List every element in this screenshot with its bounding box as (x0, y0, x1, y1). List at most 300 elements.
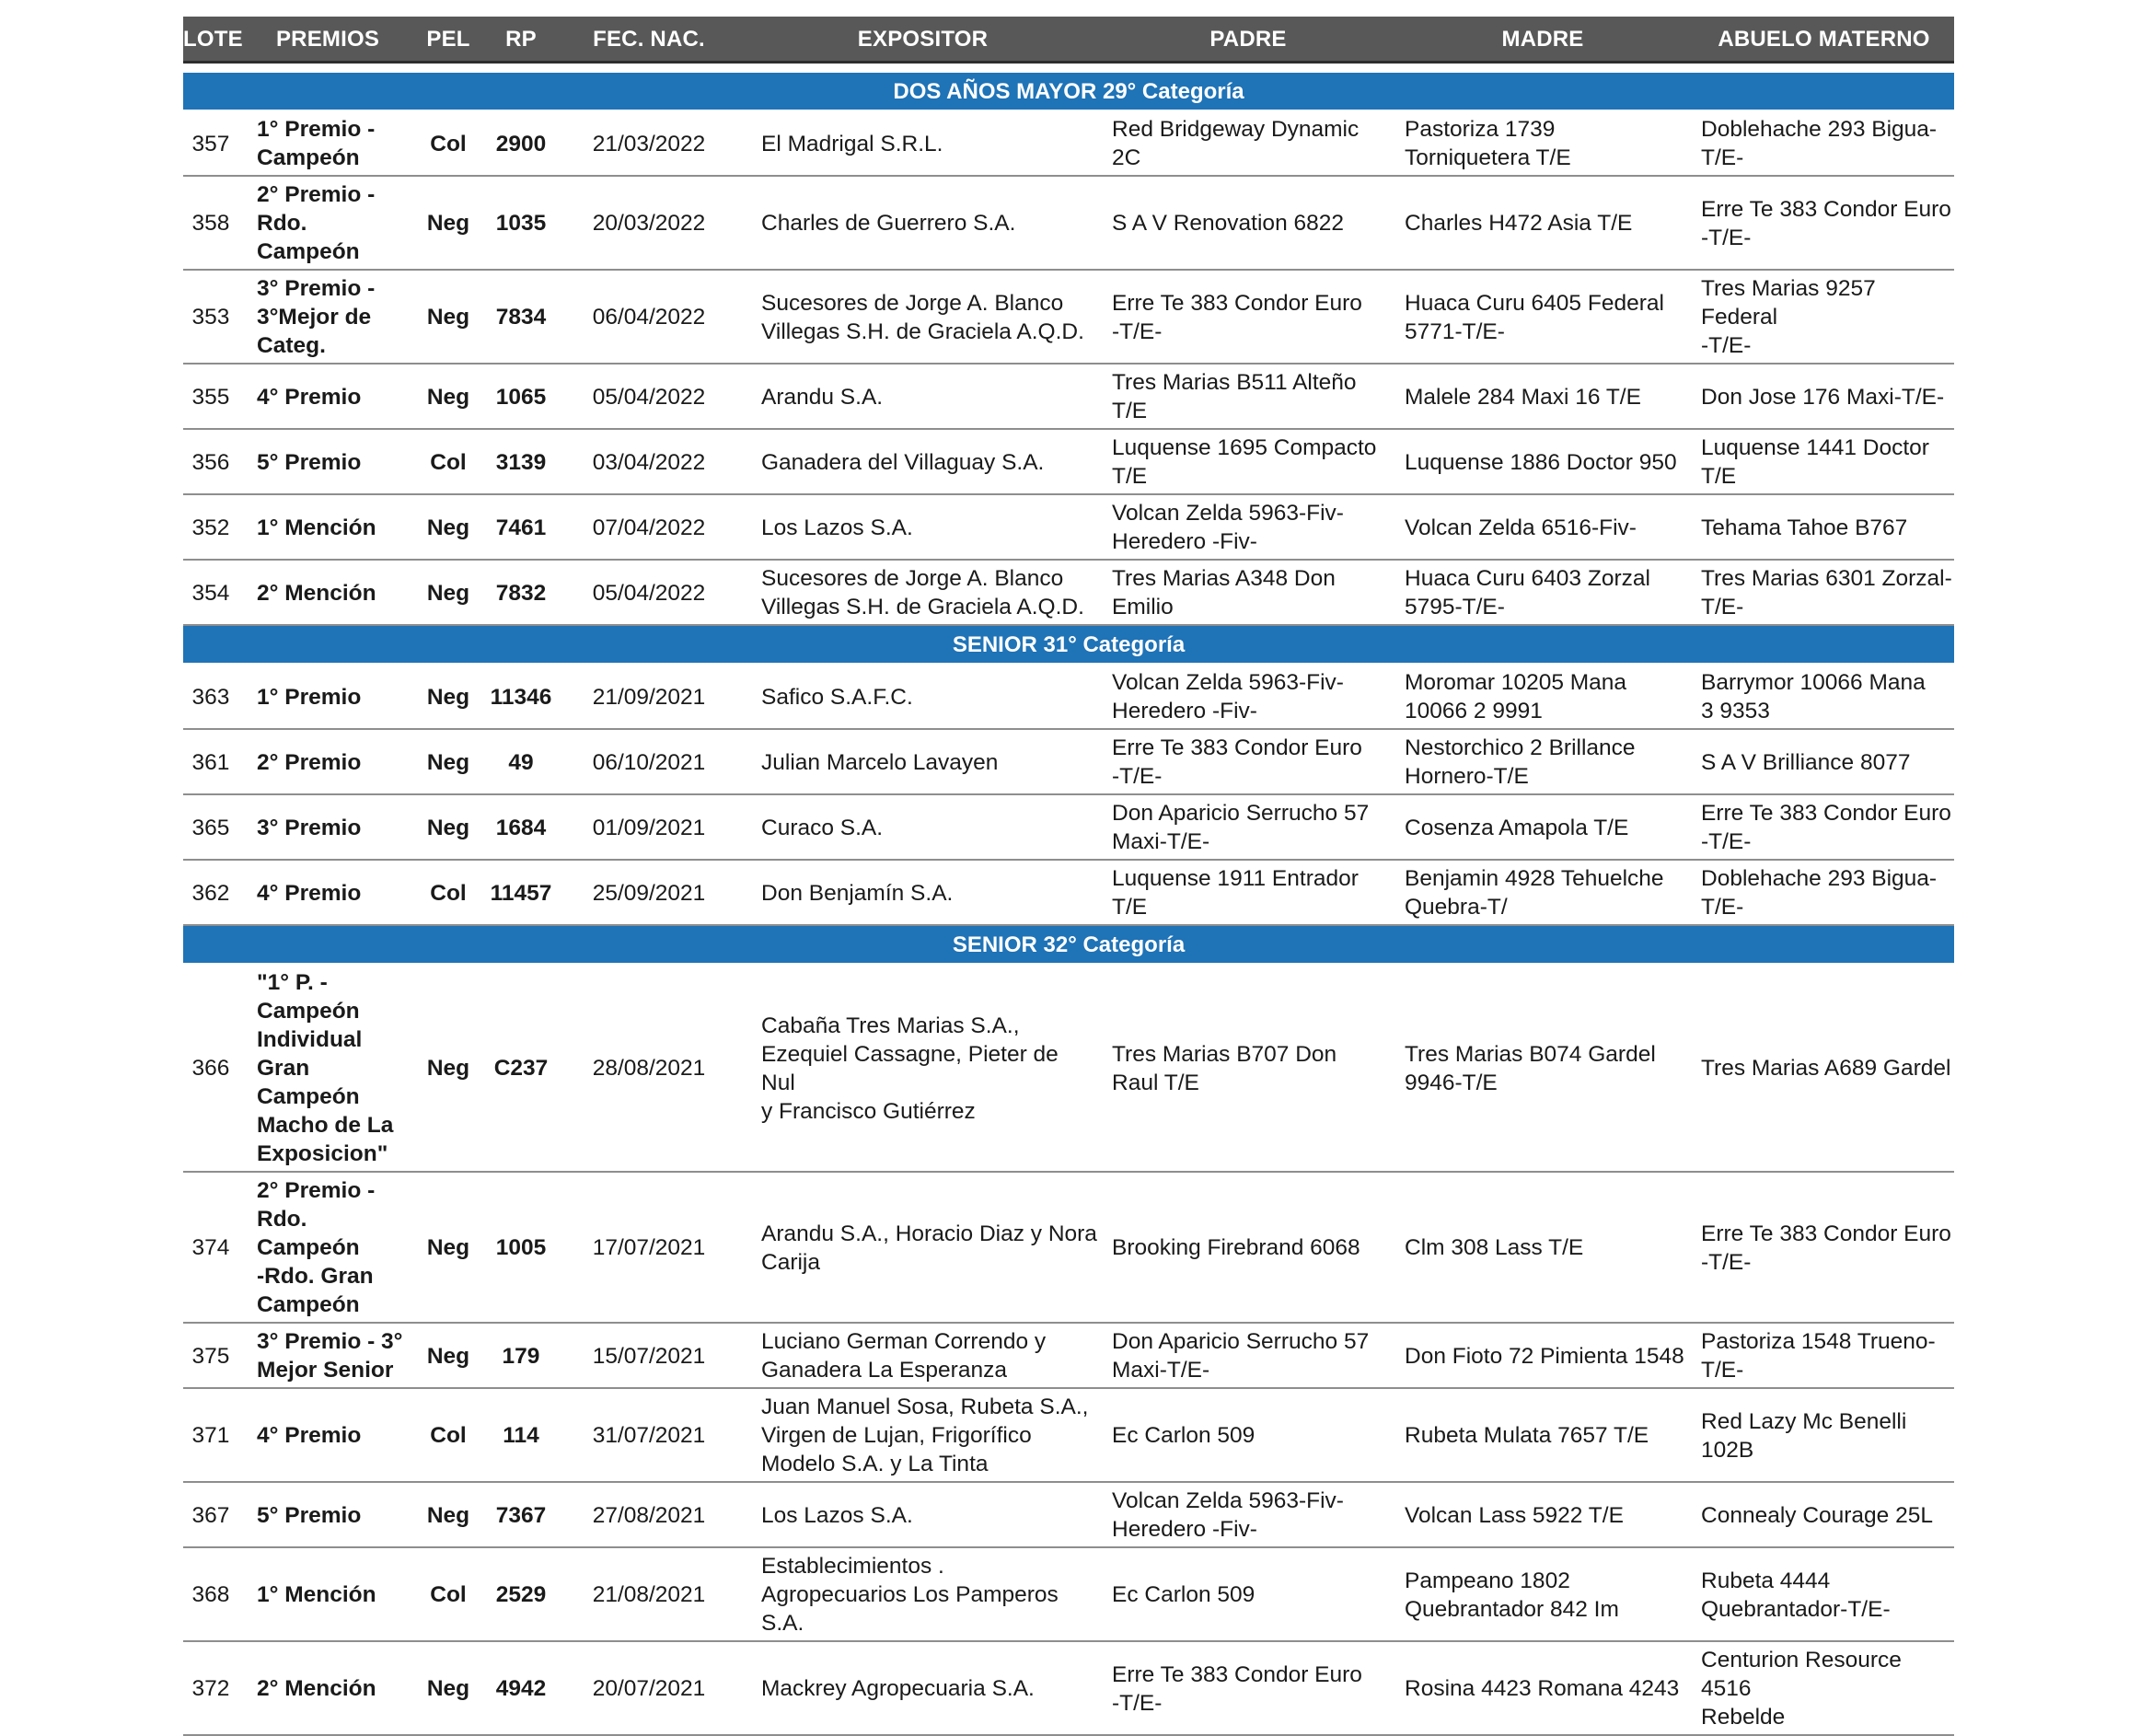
cell-fecha (557, 364, 741, 429)
cell-fecha-text: 01/09/2021 (592, 815, 706, 840)
cell-premio-text: 5° Premio (257, 1502, 362, 1528)
cell-madre (1392, 729, 1694, 794)
cell-padre-text: Tres Marias B707 Don Raul T/E (1112, 1041, 1337, 1095)
cell-premio-text: 3° Premio - 3° Mejor Senior (257, 1329, 403, 1383)
table-row (183, 560, 1954, 625)
category-title: SENIOR 31° Categoría (183, 625, 1954, 664)
cell-premio (244, 1547, 411, 1641)
cell-expositor (741, 364, 1105, 429)
cell-pel-text: Neg (426, 1676, 470, 1701)
cell-expositor-text: Juan Manuel Sosa, Rubeta S.A., Virgen de Lujan, Frigorífico Modelo S.A. y La Tinta (761, 1395, 1089, 1476)
header-expositor: EXPOSITOR (741, 17, 1105, 63)
cell-fecha (557, 1323, 741, 1388)
cell-abuelo-materno (1694, 860, 1954, 925)
cell-rp (485, 860, 557, 925)
cell-fecha-text: 06/10/2021 (592, 749, 706, 775)
cell-rp-text: 179 (502, 1343, 540, 1369)
header-rp: RP (485, 17, 557, 63)
cell-pel (411, 794, 485, 860)
cell-expositor (741, 1547, 1105, 1641)
cell-padre (1105, 176, 1392, 270)
cell-padre-text: Erre Te 383 Condor Euro -T/E- (1112, 1661, 1362, 1716)
cell-abuelo-materno-text: Doblehache 293 Bigua- T/E- (1701, 866, 1938, 920)
cell-lote (183, 664, 244, 729)
cell-rp-text: 2529 (495, 1582, 547, 1607)
cell-pel-text: Col (430, 1582, 467, 1607)
table-row (183, 860, 1954, 925)
category-title: SENIOR 32° Categoría (183, 925, 1954, 964)
cell-expositor-text: Arandu S.A., Horacio Diaz y Nora Carija (761, 1221, 1097, 1275)
cell-madre-text: Cosenza Amapola T/E (1405, 815, 1629, 840)
cell-pel (411, 664, 485, 729)
table-row (183, 1482, 1954, 1547)
cell-lote-text: 355 (191, 384, 230, 410)
cell-rp-text: 2900 (495, 131, 547, 156)
cell-abuelo-materno-text: Luquense 1441 Doctor T/E (1701, 435, 1929, 489)
cell-fecha (557, 110, 741, 176)
cell-fecha (557, 429, 741, 494)
cell-fecha (557, 664, 741, 729)
cell-padre (1105, 1172, 1392, 1323)
cell-abuelo-materno (1694, 110, 1954, 176)
table-row (183, 110, 1954, 176)
cell-expositor-text: Safico S.A.F.C. (761, 684, 913, 710)
cell-abuelo-materno-text: Erre Te 383 Condor Euro -T/E- (1701, 196, 1951, 250)
table-row (183, 1388, 1954, 1482)
cell-rp-text: 4942 (495, 1676, 547, 1701)
cell-expositor (741, 1323, 1105, 1388)
table-row (183, 176, 1954, 270)
cell-madre (1392, 270, 1694, 364)
cell-fecha-text: 28/08/2021 (592, 1056, 706, 1081)
cell-rp (485, 364, 557, 429)
cell-pel (411, 270, 485, 364)
cell-premio (244, 429, 411, 494)
cell-padre (1105, 494, 1392, 560)
cell-premio (244, 1323, 411, 1388)
cell-expositor (741, 964, 1105, 1172)
cell-pel-text: Neg (426, 384, 470, 410)
cell-abuelo-materno-text: Doblehache 293 Bigua- T/E- (1701, 117, 1938, 170)
cell-fecha-text: 03/04/2022 (592, 449, 706, 475)
category-row (183, 73, 1954, 110)
cell-abuelo-materno (1694, 494, 1954, 560)
cell-expositor-text: Ganadera del Villaguay S.A. (761, 449, 1045, 475)
cell-fecha (557, 1172, 741, 1323)
cell-pel (411, 110, 485, 176)
table-body (183, 63, 1954, 1736)
header-lote: LOTE (183, 17, 244, 63)
cell-rp (485, 729, 557, 794)
cell-abuelo-materno (1694, 1641, 1954, 1735)
cell-expositor-text: Curaco S.A. (761, 815, 884, 840)
cell-madre (1392, 1547, 1694, 1641)
cell-padre-text: Tres Marias B511 Alteño T/E (1112, 370, 1357, 423)
category-row (183, 925, 1954, 964)
cell-premio-text: 4° Premio (257, 384, 362, 410)
cell-madre-text: Clm 308 Lass T/E (1405, 1235, 1584, 1260)
cell-pel-text: Neg (426, 211, 470, 236)
cell-fecha (557, 729, 741, 794)
cell-pel (411, 1323, 485, 1388)
cell-lote-text: 375 (191, 1343, 230, 1369)
cell-lote-text: 372 (191, 1676, 230, 1701)
table-row (183, 1641, 1954, 1735)
cell-lote-text: 356 (191, 449, 230, 475)
cell-expositor (741, 176, 1105, 270)
cell-padre-text: Red Bridgeway Dynamic 2C (1112, 117, 1360, 170)
cell-rp (485, 964, 557, 1172)
cell-lote-text: 354 (191, 580, 230, 606)
cell-lote (183, 860, 244, 925)
cell-fecha (557, 560, 741, 625)
cell-madre-text: Rosina 4423 Romana 4243 (1405, 1676, 1680, 1701)
cell-expositor-text: Charles de Guerrero S.A. (761, 211, 1016, 236)
table-row (183, 364, 1954, 429)
cell-fecha-text: 27/08/2021 (592, 1502, 706, 1528)
cell-lote (183, 729, 244, 794)
cell-expositor (741, 1388, 1105, 1482)
cell-padre-text: Don Aparicio Serrucho 57 Maxi-T/E- (1112, 801, 1370, 854)
cell-premio (244, 664, 411, 729)
cell-padre-text: Luquense 1911 Entrador T/E (1112, 866, 1359, 920)
cell-abuelo-materno-text: Tres Marias 9257 Federal -T/E- (1701, 276, 1876, 358)
cell-lote (183, 964, 244, 1172)
cell-rp-text: 7832 (495, 580, 547, 606)
cell-premio-text: 1° Mención (257, 1582, 376, 1607)
cell-rp-text: 114 (503, 1423, 539, 1448)
cell-padre (1105, 1641, 1392, 1735)
cell-pel-text: Col (430, 1423, 467, 1448)
cell-rp-text: 1065 (495, 384, 547, 410)
cell-rp (485, 110, 557, 176)
cell-fecha-text: 05/04/2022 (592, 384, 706, 410)
cell-abuelo-materno (1694, 429, 1954, 494)
cell-lote (183, 1323, 244, 1388)
cell-pel-text: Neg (426, 684, 470, 710)
cell-premio (244, 860, 411, 925)
cell-padre (1105, 1547, 1392, 1641)
category-row (183, 625, 1954, 664)
cell-padre-text: S A V Renovation 6822 (1112, 211, 1344, 236)
cell-abuelo-materno (1694, 1388, 1954, 1482)
cell-pel (411, 1547, 485, 1641)
cell-lote (183, 429, 244, 494)
cell-padre (1105, 794, 1392, 860)
table-header (183, 17, 1954, 63)
spacer-cell (183, 63, 1954, 74)
cell-padre (1105, 1388, 1392, 1482)
cell-rp-text: C237 (493, 1056, 549, 1081)
cell-premio (244, 270, 411, 364)
cell-pel (411, 1172, 485, 1323)
cell-fecha (557, 176, 741, 270)
cell-madre (1392, 964, 1694, 1172)
cell-abuelo-materno-text: Tehama Tahoe B767 (1701, 515, 1908, 540)
cell-fecha (557, 1388, 741, 1482)
cell-pel-text: Col (430, 449, 467, 475)
cell-madre-text: Pampeano 1802 Quebrantador 842 Im (1405, 1568, 1619, 1622)
cell-fecha-text: 07/04/2022 (592, 515, 706, 540)
cell-abuelo-materno (1694, 560, 1954, 625)
cell-pel (411, 1388, 485, 1482)
cell-premio-text: 1° Mención (257, 515, 376, 540)
cell-rp (485, 1172, 557, 1323)
cell-lote-text: 365 (191, 815, 230, 840)
cell-madre-text: Benjamin 4928 Tehuelche Quebra-T/ (1405, 866, 1664, 920)
cell-rp-text: 1005 (495, 1235, 547, 1260)
cell-madre (1392, 860, 1694, 925)
cell-lote-text: 357 (191, 131, 230, 156)
cell-rp (485, 1388, 557, 1482)
cell-premio-text: 2° Premio - Rdo. Campeón (257, 182, 376, 264)
cell-pel-text: Neg (426, 1343, 470, 1369)
cell-expositor (741, 664, 1105, 729)
cell-expositor-text: Establecimientos . Agropecuarios Los Pamperos S.A. (761, 1554, 1059, 1636)
cell-fecha-text: 15/07/2021 (592, 1343, 706, 1369)
cell-madre (1392, 1172, 1694, 1323)
cell-abuelo-materno-text: Centurion Resource 4516 Rebelde (1701, 1648, 1902, 1730)
cell-premio (244, 176, 411, 270)
cell-fecha-text: 05/04/2022 (592, 580, 706, 606)
cell-lote-text: 352 (191, 515, 230, 540)
cell-rp (485, 494, 557, 560)
cell-rp (485, 664, 557, 729)
cell-fecha-text: 20/07/2021 (592, 1676, 706, 1701)
cell-fecha (557, 270, 741, 364)
cell-madre-text: Luquense 1886 Doctor 950 (1405, 449, 1677, 475)
cell-pel-text: Neg (426, 305, 470, 330)
cell-pel-text: Neg (426, 815, 470, 840)
cell-abuelo-materno (1694, 794, 1954, 860)
cell-rp (485, 1482, 557, 1547)
cell-padre (1105, 729, 1392, 794)
cell-rp-text: 1684 (495, 815, 547, 840)
cell-expositor (741, 729, 1105, 794)
cell-premio (244, 364, 411, 429)
cell-premio (244, 560, 411, 625)
header-fec-nac: FEC. NAC. (557, 17, 741, 63)
cell-madre (1392, 1482, 1694, 1547)
cell-madre-text: Nestorchico 2 Brillance Hornero-T/E (1405, 735, 1636, 789)
cell-rp (485, 429, 557, 494)
table-row (183, 964, 1954, 1172)
cell-padre (1105, 964, 1392, 1172)
cell-expositor-text: Mackrey Agropecuaria S.A. (761, 1676, 1035, 1701)
cell-lote-text: 353 (191, 305, 230, 330)
cell-fecha-text: 17/07/2021 (592, 1235, 706, 1260)
cell-premio (244, 110, 411, 176)
cell-pel (411, 364, 485, 429)
cell-lote (183, 1482, 244, 1547)
cell-rp (485, 560, 557, 625)
cell-rp (485, 1323, 557, 1388)
cell-padre (1105, 664, 1392, 729)
cell-pel-text: Neg (426, 1056, 470, 1081)
cell-padre-text: Volcan Zelda 5963-Fiv- Heredero -Fiv- (1112, 501, 1344, 554)
cell-padre-text: Volcan Zelda 5963-Fiv- Heredero -Fiv- (1112, 1488, 1344, 1542)
cell-padre (1105, 270, 1392, 364)
header-premios: PREMIOS (244, 17, 411, 63)
cell-fecha (557, 1482, 741, 1547)
cell-premio-text: 4° Premio (257, 1423, 362, 1448)
cell-lote (183, 560, 244, 625)
cell-premio (244, 964, 411, 1172)
category-title: DOS AÑOS MAYOR 29° Categoría (183, 73, 1954, 110)
cell-padre (1105, 1323, 1392, 1388)
cell-expositor (741, 1641, 1105, 1735)
cell-pel (411, 964, 485, 1172)
cell-padre (1105, 1482, 1392, 1547)
cell-premio-text: 2° Premio (257, 749, 362, 775)
cell-expositor-text: El Madrigal S.R.L. (761, 131, 943, 156)
cell-madre (1392, 794, 1694, 860)
cell-fecha (557, 860, 741, 925)
cell-madre-text: Huaca Curu 6405 Federal 5771-T/E- (1405, 290, 1664, 344)
cell-expositor (741, 110, 1105, 176)
cell-madre (1392, 1388, 1694, 1482)
cell-lote-text: 358 (191, 211, 230, 236)
cell-abuelo-materno (1694, 1482, 1954, 1547)
cell-pel (411, 560, 485, 625)
cell-premio-text: "1° P. - Campeón Individual Gran Campeón Macho de La Exposicion" (257, 970, 394, 1166)
cell-padre (1105, 560, 1392, 625)
cell-premio-text: 3° Premio - 3°Mejor de Categ. (257, 276, 376, 358)
header-padre: PADRE (1105, 17, 1392, 63)
cell-abuelo-materno (1694, 1547, 1954, 1641)
cell-lote-text: 362 (191, 880, 230, 906)
cell-premio (244, 1482, 411, 1547)
cell-fecha-text: 25/09/2021 (592, 880, 706, 906)
cell-padre (1105, 110, 1392, 176)
cell-madre (1392, 429, 1694, 494)
cell-padre-text: Erre Te 383 Condor Euro -T/E- (1112, 735, 1362, 789)
cell-expositor-text: Los Lazos S.A. (761, 1502, 913, 1528)
cell-padre-text: Volcan Zelda 5963-Fiv- Heredero -Fiv- (1112, 670, 1344, 723)
cell-pel (411, 1641, 485, 1735)
cell-pel (411, 429, 485, 494)
cell-expositor (741, 1482, 1105, 1547)
cell-madre-text: Charles H472 Asia T/E (1405, 211, 1633, 236)
cell-madre-text: Tres Marias B074 Gardel 9946-T/E (1405, 1041, 1656, 1095)
cell-fecha-text: 21/08/2021 (592, 1582, 706, 1607)
cell-abuelo-materno-text: S A V Brilliance 8077 (1701, 749, 1911, 775)
cell-rp (485, 1641, 557, 1735)
cell-rp (485, 1547, 557, 1641)
table-row (183, 1172, 1954, 1323)
cell-lote (183, 1547, 244, 1641)
cell-abuelo-materno-text: Connealy Courage 25L (1701, 1502, 1933, 1528)
cell-madre-text: Don Fioto 72 Pimienta 1548 (1405, 1343, 1684, 1369)
cell-fecha (557, 1547, 741, 1641)
header-pel: PEL (411, 17, 485, 63)
cell-lote-text: 371 (191, 1423, 230, 1448)
cell-abuelo-materno-text: Red Lazy Mc Benelli 102B (1701, 1408, 1907, 1463)
cell-premio (244, 494, 411, 560)
cell-pel-text: Neg (426, 580, 470, 606)
cell-abuelo-materno (1694, 964, 1954, 1172)
cell-abuelo-materno-text: Don Jose 176 Maxi-T/E- (1701, 384, 1945, 410)
cell-premio (244, 794, 411, 860)
cell-abuelo-materno (1694, 364, 1954, 429)
cell-madre (1392, 1323, 1694, 1388)
cell-expositor-text: Sucesores de Jorge A. Blanco Villegas S.H. de Graciela A.Q.D. (761, 290, 1084, 344)
cell-pel (411, 729, 485, 794)
cell-pel (411, 860, 485, 925)
cell-lote (183, 364, 244, 429)
cell-lote-text: 366 (191, 1056, 230, 1081)
cell-pel-text: Neg (426, 515, 470, 540)
cell-premio-text: 3° Premio (257, 815, 362, 840)
cell-rp-text: 7834 (495, 305, 547, 330)
table-row (183, 729, 1954, 794)
table-row (183, 270, 1954, 364)
cell-fecha-text: 21/03/2022 (592, 131, 706, 156)
cell-expositor (741, 560, 1105, 625)
cell-lote (183, 794, 244, 860)
cell-pel-text: Col (430, 131, 467, 156)
cell-premio (244, 1388, 411, 1482)
cell-expositor (741, 860, 1105, 925)
cell-padre-text: Ec Carlon 509 (1112, 1582, 1255, 1607)
cell-rp-text: 3139 (495, 449, 547, 475)
cell-lote-text: 374 (191, 1235, 230, 1260)
cell-madre (1392, 1641, 1694, 1735)
table-row (183, 1323, 1954, 1388)
cell-rp-text: 11457 (490, 880, 552, 906)
cell-fecha (557, 494, 741, 560)
cell-pel (411, 1482, 485, 1547)
cell-rp (485, 794, 557, 860)
cell-expositor (741, 1172, 1105, 1323)
cell-fecha-text: 06/04/2022 (592, 305, 706, 330)
cell-abuelo-materno-text: Rubeta 4444 Quebrantador-T/E- (1701, 1568, 1891, 1622)
cell-expositor (741, 429, 1105, 494)
cell-abuelo-materno (1694, 1323, 1954, 1388)
cell-madre (1392, 176, 1694, 270)
cell-madre (1392, 664, 1694, 729)
cell-pel-text: Neg (426, 1502, 470, 1528)
table-row (183, 664, 1954, 729)
cell-madre (1392, 364, 1694, 429)
cell-fecha-text: 20/03/2022 (592, 211, 706, 236)
cell-expositor (741, 794, 1105, 860)
cell-abuelo-materno-text: Tres Marias A689 Gardel (1701, 1056, 1951, 1081)
cell-lote (183, 270, 244, 364)
table-row (183, 794, 1954, 860)
cell-abuelo-materno (1694, 729, 1954, 794)
cell-fecha (557, 1641, 741, 1735)
table-row (183, 494, 1954, 560)
cell-premio-text: 2° Mención (257, 1676, 376, 1701)
cell-madre-text: Pastoriza 1739 Torniquetera T/E (1405, 117, 1571, 170)
cell-madre-text: Malele 284 Maxi 16 T/E (1405, 384, 1641, 410)
cell-abuelo-materno-text: Erre Te 383 Condor Euro -T/E- (1701, 801, 1951, 854)
cell-rp (485, 270, 557, 364)
cell-madre-text: Rubeta Mulata 7657 T/E (1405, 1423, 1649, 1448)
cell-rp-text: 7367 (495, 1502, 547, 1528)
cell-expositor-text: Cabaña Tres Marias S.A., Ezequiel Cassagne, Pieter de Nul y Francisco Gutiérrez (761, 1013, 1059, 1124)
cell-premio (244, 1641, 411, 1735)
cell-lote-text: 367 (191, 1502, 230, 1528)
cell-premio-text: 1° Premio (257, 684, 362, 710)
table-row (183, 429, 1954, 494)
cell-abuelo-materno (1694, 664, 1954, 729)
cell-lote (183, 176, 244, 270)
cell-lote (183, 110, 244, 176)
cell-abuelo-materno (1694, 1172, 1954, 1323)
cell-fecha (557, 964, 741, 1172)
